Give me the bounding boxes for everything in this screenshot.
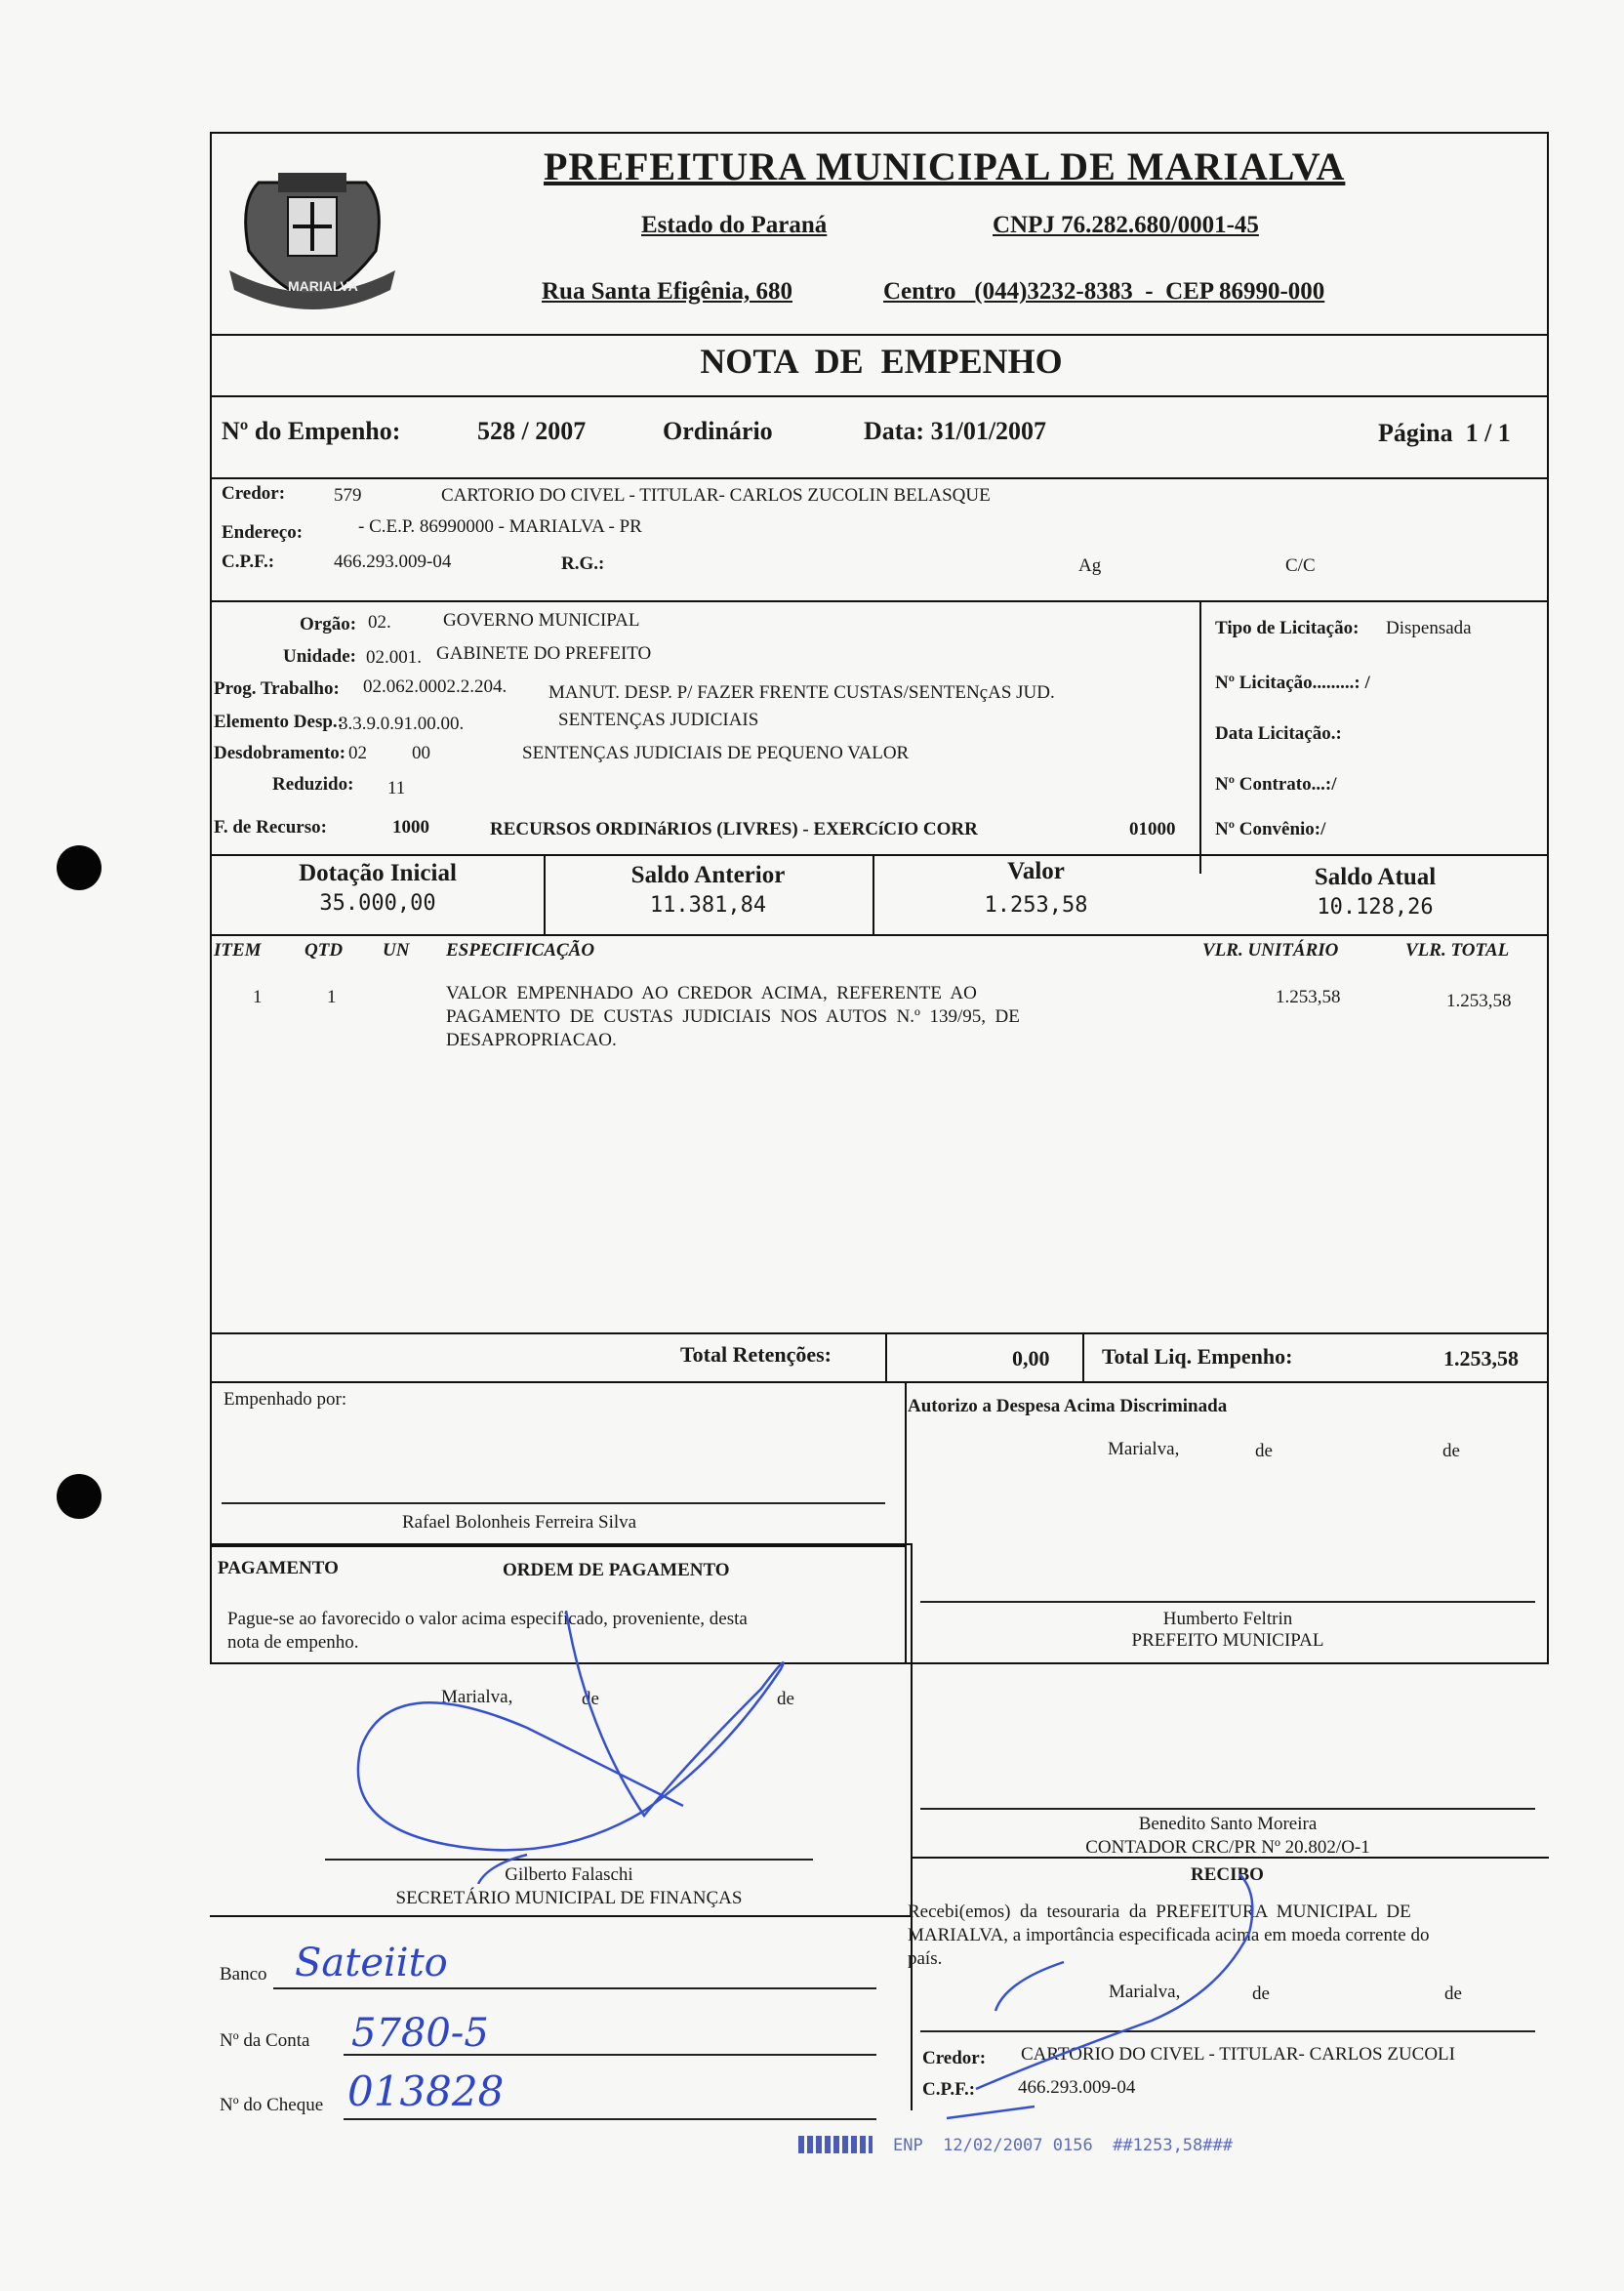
recibo-text-line-3: país. — [908, 1948, 943, 1969]
reduzido-label: Reduzido: — [272, 774, 354, 795]
authentication-stamp: ENP 12/02/2007 0156 ##1253,58### — [893, 2136, 1233, 2155]
recibo-cpf-label: C.P.F.: — [922, 2079, 976, 2100]
secretary-name: Gilberto Falaschi — [505, 1864, 633, 1885]
ag-label: Ag — [1078, 555, 1102, 576]
secretary-title: SECRETÁRIO MUNICIPAL DE FINANÇAS — [395, 1888, 743, 1908]
item-spec-line-3: DESAPROPRIACAO. — [446, 1030, 617, 1050]
retencoes-label: Total Retenções: — [680, 1342, 832, 1367]
cc-label: C/C — [1285, 555, 1316, 576]
recibo-de-2: de — [1444, 1984, 1462, 2004]
item-qty: 1 — [327, 987, 337, 1007]
item-number: 1 — [253, 987, 263, 1007]
signature-scribble — [332, 1611, 839, 1884]
prog-name: MANUT. DESP. P/ FAZER FRENTE CUSTAS/SENTENçAS JUD. — [548, 682, 1055, 703]
credor-label: Credor: — [222, 483, 286, 504]
conta-label-visible: Nº da Conta — [220, 2030, 310, 2051]
col-item: ITEM — [214, 940, 262, 961]
pagamento-label: PAGAMENTO — [218, 1558, 339, 1578]
punch-hole-bottom — [57, 1474, 102, 1519]
street-address: Rua Santa Efigênia, 680 — [542, 278, 792, 305]
convenio-number: Nº Convênio:/ — [1215, 819, 1326, 839]
unidade-name: GABINETE DO PREFEITO — [436, 643, 652, 664]
dotacao-label: Dotação Inicial — [299, 860, 457, 886]
municipal-crest — [220, 143, 405, 309]
ordem-pagamento-label: ORDEM DE PAGAMENTO — [503, 1560, 730, 1580]
liq-empenho-value: 1.253,58 — [1443, 1346, 1519, 1371]
desdobramento-code-1: 02 — [348, 743, 367, 763]
item-spec-line-1: VALOR EMPENHADO AO CREDOR ACIMA, REFERENTE AO — [446, 983, 977, 1003]
empenho-number: 528 / 2007 — [477, 417, 587, 445]
credor-name: CARTORIO DO CIVEL - TITULAR- CARLOS ZUCOLIN BELASQUE — [441, 485, 991, 506]
desdobramento-name: SENTENÇAS JUDICIAIS DE PEQUENO VALOR — [522, 743, 910, 763]
recibo-text-line-2: MARIALVA, a importância especificada acima em moeda corrente do — [908, 1925, 1430, 1945]
state-name: Estado do Paraná — [641, 212, 828, 238]
elemento-name: SENTENÇAS JUDICIAIS — [558, 710, 759, 730]
recibo-text-line-1: Recebi(emos) da tesouraria da PREFEITURA MUNICIPAL DE — [908, 1902, 1411, 1922]
valor-label: Valor — [1007, 858, 1065, 884]
empenho-type: Ordinário — [663, 417, 773, 445]
prefeito-name: Humberto Feltrin — [1162, 1609, 1293, 1629]
address-label: Endereço: — [222, 522, 304, 543]
recibo-de-1: de — [1252, 1984, 1270, 2004]
recibo-place: Marialva, — [1109, 1982, 1181, 2002]
valor-value: 1.253,58 — [984, 893, 1088, 918]
prefeito-title: PREFEITO MUNICIPAL — [1131, 1630, 1324, 1651]
pagamento-de-1: de — [582, 1689, 599, 1709]
cheque-handwritten: 013828 — [347, 2067, 505, 2115]
punch-hole-top — [57, 845, 102, 890]
licitacao-date: Data Licitação.: — [1215, 723, 1342, 744]
recurso-code: 1000 — [392, 817, 429, 838]
item-unit-value: 1.253,58 — [1276, 987, 1341, 1007]
item-total-value: 1.253,58 — [1446, 991, 1512, 1011]
col-un: UN — [383, 940, 410, 961]
col-qtd: QTD — [304, 940, 344, 961]
desdobramento-code-2: 00 — [412, 743, 430, 763]
recurso-label: F. de Recurso: — [214, 817, 327, 838]
unidade-code: 02.001. — [366, 647, 422, 668]
liq-empenho-label: Total Liq. Empenho: — [1102, 1344, 1293, 1369]
autorizo-de-2: de — [1442, 1441, 1460, 1461]
orgao-name: GOVERNO MUNICIPAL — [443, 610, 640, 631]
document-title: NOTA DE EMPENHO — [700, 342, 1063, 381]
licitacao-type: Dispensada — [1386, 618, 1472, 638]
dotacao-value: 35.000,00 — [319, 891, 436, 916]
saldo-anterior-label: Saldo Anterior — [630, 862, 786, 888]
recibo-cpf: 466.293.009-04 — [1018, 2077, 1136, 2098]
banco-handwritten: Sateiito — [295, 1941, 448, 1985]
orgao-code: 02. — [368, 612, 391, 633]
cnpj: CNPJ 76.282.680/0001-45 — [993, 212, 1259, 238]
recibo-credor-name: CARTORIO DO CIVEL - TITULAR- CARLOS ZUCOLI — [1021, 2044, 1455, 2065]
prog-label: Prog. Trabalho: — [214, 678, 340, 699]
crest-banner-text: MARIALVA — [288, 278, 358, 294]
page-indicator: Página 1 / 1 — [1378, 419, 1511, 447]
unidade-label: Unidade: — [283, 646, 356, 667]
autorizo-place: Marialva, — [1108, 1439, 1180, 1459]
reduzido-value: 11 — [387, 778, 406, 798]
recibo-credor-label: Credor: — [922, 2048, 987, 2068]
autorizo-label: Autorizo a Despesa Acima Discriminada — [908, 1396, 1228, 1416]
col-spec: ESPECIFICAÇÃO — [446, 940, 595, 961]
autorizo-de-1: de — [1255, 1441, 1273, 1461]
recibo-signature-scribble — [908, 1855, 1532, 2128]
saldo-atual-label: Saldo Atual — [1314, 864, 1437, 890]
elemento-label: Elemento Desp.: — [214, 712, 344, 732]
empenho-label: Nº do Empenho: — [222, 417, 401, 445]
empenho-date: Data: 31/01/2007 — [864, 417, 1047, 445]
cpf-value: 466.293.009-04 — [334, 552, 452, 572]
elemento-code: 3.3.9.0.91.00.00. — [339, 714, 465, 734]
credor-address: - C.E.P. 86990000 - MARIALVA - PR — [358, 516, 642, 537]
contador-name: Benedito Santo Moreira — [1138, 1814, 1318, 1834]
licitacao-type-label: Tipo de Licitação: — [1215, 618, 1360, 638]
municipality-title: PREFEITURA MUNICIPAL DE MARIALVA — [544, 144, 1346, 188]
contador-title: CONTADOR CRC/PR Nº 20.802/O-1 — [1085, 1837, 1370, 1858]
saldo-anterior-value: 11.381,84 — [649, 893, 767, 918]
retencoes-value: 0,00 — [1012, 1346, 1050, 1371]
pagamento-place: Marialva, — [441, 1687, 513, 1707]
rg-label: R.G.: — [561, 553, 605, 574]
col-unit-value: VLR. UNITÁRIO — [1202, 940, 1339, 961]
cheque-label: Nº do Cheque — [220, 2095, 324, 2115]
item-spec-line-2: PAGAMENTO DE CUSTAS JUDICIAIS NOS AUTOS N.º 139/95, DE — [446, 1006, 1020, 1027]
stamp-mark-icon — [798, 2136, 873, 2153]
saldo-atual-value: 10.128,26 — [1317, 895, 1434, 920]
credor-code: 579 — [334, 485, 362, 506]
pagamento-text-line-2: nota de empenho. — [227, 1632, 359, 1653]
nota-de-empenho-document — [210, 132, 1549, 1664]
cpf-label: C.P.F.: — [222, 552, 275, 572]
desdobramento-label: Desdobramento: — [214, 743, 346, 763]
conta-handwritten: 5780-5 — [351, 2011, 489, 2056]
contrato-number: Nº Contrato...:/ — [1215, 774, 1337, 795]
col-total-value: VLR. TOTAL — [1405, 940, 1510, 961]
prog-code: 02.062.0002.2.204. — [363, 676, 508, 697]
empenhado-name: Rafael Bolonheis Ferreira Silva — [402, 1512, 637, 1533]
empenhado-label: Empenhado por: — [223, 1389, 347, 1410]
address-details: Centro (044)3232-8383 - CEP 86990-000 — [883, 278, 1325, 305]
recibo-label: RECIBO — [1191, 1864, 1264, 1885]
pagamento-de-2: de — [777, 1689, 794, 1709]
licitacao-number: Nº Licitação.........: / — [1215, 673, 1370, 693]
orgao-label: Orgão: — [300, 614, 357, 634]
recurso-name: RECURSOS ORDINáRIOS (LIVRES) - EXERCíCIO CORR — [490, 819, 978, 839]
pagamento-text-line-1: Pague-se ao favorecido o valor acima especificado, proveniente, desta — [227, 1609, 748, 1629]
banco-label: Banco — [220, 1964, 267, 1984]
recurso-number: 01000 — [1129, 819, 1176, 839]
